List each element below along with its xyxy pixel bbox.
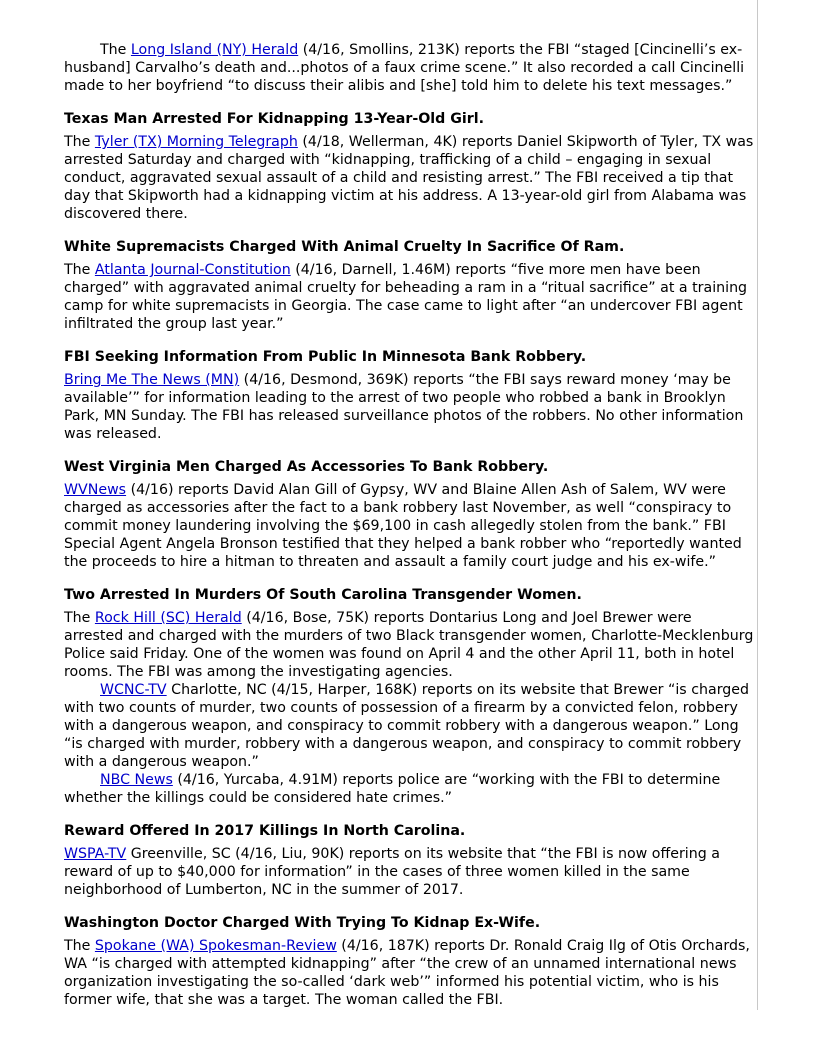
intro-text: (4/16, Smollins, 213K) reports the FBI “staged [Cincinelli’s ex-husband] Carvalho’s death and...photos of a faux crime scene.” It also recorded a call Cincinelli made to her boyfriend “to discuss their alibis and [she] told him to delete his text messages.”: [64, 42, 745, 94]
story-paragraph: [64, 481, 755, 571]
source-link-wspa-tv[interactable]: WSPA-TV: [64, 846, 127, 862]
source-link-tyler-telegraph[interactable]: Tyler (TX) Morning Telegraph: [94, 134, 298, 150]
headline-texas-kidnapping: Texas Man Arrested For Kidnapping 13-Year-Old Girl.: [64, 111, 485, 127]
story-text: (4/16, Yurcaba, 4.91M) reports police are “working with the FBI to determine whether the killings could be considered hate crimes.”: [64, 772, 721, 806]
story-text: (4/16, 187K) reports Dr. Ronald Craig Ilg of Otis Orchards, WA “is charged with attempted kidnapping” after “the crew of an unnamed international news organization investigating the so-called ‘dark web’” informed his potential victim, who is his former wife, that she was a target. The woman called the FBI.: [64, 938, 750, 1008]
story-paragraph: [64, 937, 755, 1009]
source-link-rock-hill-herald[interactable]: Rock Hill (SC) Herald: [94, 610, 242, 626]
source-link-spokesman-review[interactable]: Spokane (WA) Spokesman-Review: [94, 938, 337, 954]
story-pre: The: [64, 134, 95, 150]
story-pre: The: [64, 262, 95, 278]
story-text: Charlotte, NC (4/15, Harper, 168K) reports on its website that Brewer “is charged with two counts of murder, two counts of possession of a firearm by a convicted felon, robbery with a dangerous weapon, and conspiracy to commit robbery with a dangerous weapon.” Long “is charged with murder, robbery with a dangerous weapon, and conspiracy to commit robbery with a dangerous weapon.”: [64, 682, 750, 770]
story-text: (4/18, Wellerman, 4K) reports Daniel Skipworth of Tyler, TX was arrested Saturday and charged with “kidnapping, trafficking of a child – engaging in sexual conduct, aggravated sexual assault of a child and resisting arrest.” The FBI received a tip that day that Skipworth had a kidnapping victim at his address. A 13-year-old girl from Alabama was discovered there.: [64, 134, 754, 222]
story-paragraph: [64, 845, 755, 899]
story-paragraph: [64, 609, 755, 681]
source-link-wvnews[interactable]: WVNews: [64, 482, 127, 498]
intro-paragraph: [64, 41, 755, 95]
source-link-long-island-herald[interactable]: Long Island (NY) Herald: [130, 42, 299, 58]
headline-nc-reward: Reward Offered In 2017 Killings In North Carolina.: [64, 823, 466, 839]
source-link-ajc[interactable]: Atlanta Journal-Constitution: [94, 262, 291, 278]
story-paragraph: [64, 133, 755, 223]
story-text: (4/16, Desmond, 369K) reports “the FBI says reward money ‘may be available’” for information leading to the arrest of two people who robbed a bank in Brooklyn Park, MN Sunday. The FBI has released surveillance photos of the robbers. No other information was released.: [64, 372, 744, 442]
headline-sc-murders: Two Arrested In Murders Of South Carolina Transgender Women.: [64, 587, 582, 603]
story-text: Greenville, SC (4/16, Liu, 90K) reports on its website that “the FBI is now offering a reward of up to $40,000 for information” in the cases of three women killed in the same neighborhood of Lumberton, NC in the summer of 2017.: [64, 846, 720, 898]
news-column: [64, 41, 755, 1009]
story-paragraph: [64, 771, 755, 807]
story-text: (4/16, Darnell, 1.46M) reports “five more men have been charged” with aggravated animal cruelty for beheading a ram in a “ritual sacrifice” at a training camp for white supremacists in Georgia. The case came to light after “an undercover FBI agent infiltrated the group last year.”: [64, 262, 748, 332]
headline-wa-doctor: Washington Doctor Charged With Trying To Kidnap Ex-Wife.: [64, 915, 541, 931]
source-link-bring-me-the-news[interactable]: Bring Me The News (MN): [64, 372, 240, 388]
story-paragraph: [64, 371, 755, 443]
intro-pre: The: [100, 42, 131, 58]
headline-ram-sacrifice: White Supremacists Charged With Animal Cruelty In Sacrifice Of Ram.: [64, 239, 625, 255]
story-paragraph: [64, 261, 755, 333]
source-link-wcnc-tv[interactable]: WCNC-TV: [100, 682, 167, 698]
headline-minnesota-robbery: FBI Seeking Information From Public In Minnesota Bank Robbery.: [64, 349, 587, 365]
story-paragraph: [64, 681, 755, 771]
column-divider: [757, 0, 758, 1010]
story-text: (4/16, Bose, 75K) reports Dontarius Long and Joel Brewer were arrested and charged with the murders of two Black transgender women, Charlotte-Mecklenburg Police said Friday. One of the women was found on April 4 and the other April 11, both in hotel rooms. The FBI was among the investigating agencies.: [64, 610, 754, 680]
story-pre: The: [64, 610, 95, 626]
source-link-nbc-news[interactable]: NBC News: [100, 772, 173, 788]
headline-wv-accessories: West Virginia Men Charged As Accessories To Bank Robbery.: [64, 459, 549, 475]
story-text: (4/16) reports David Alan Gill of Gypsy, WV and Blaine Allen Ash of Salem, WV were charged as accessories after the fact to a bank robbery last November, as well “conspiracy to commit money laundering involving the $69,100 in cash allegedly stolen from the bank.” FBI Special Agent Angela Bronson testified that they helped a bank robber who “reportedly wanted the proceeds to hire a hitman to threaten and assault a family court judge and his ex-wife.”: [64, 482, 742, 570]
story-pre: The: [64, 938, 95, 954]
